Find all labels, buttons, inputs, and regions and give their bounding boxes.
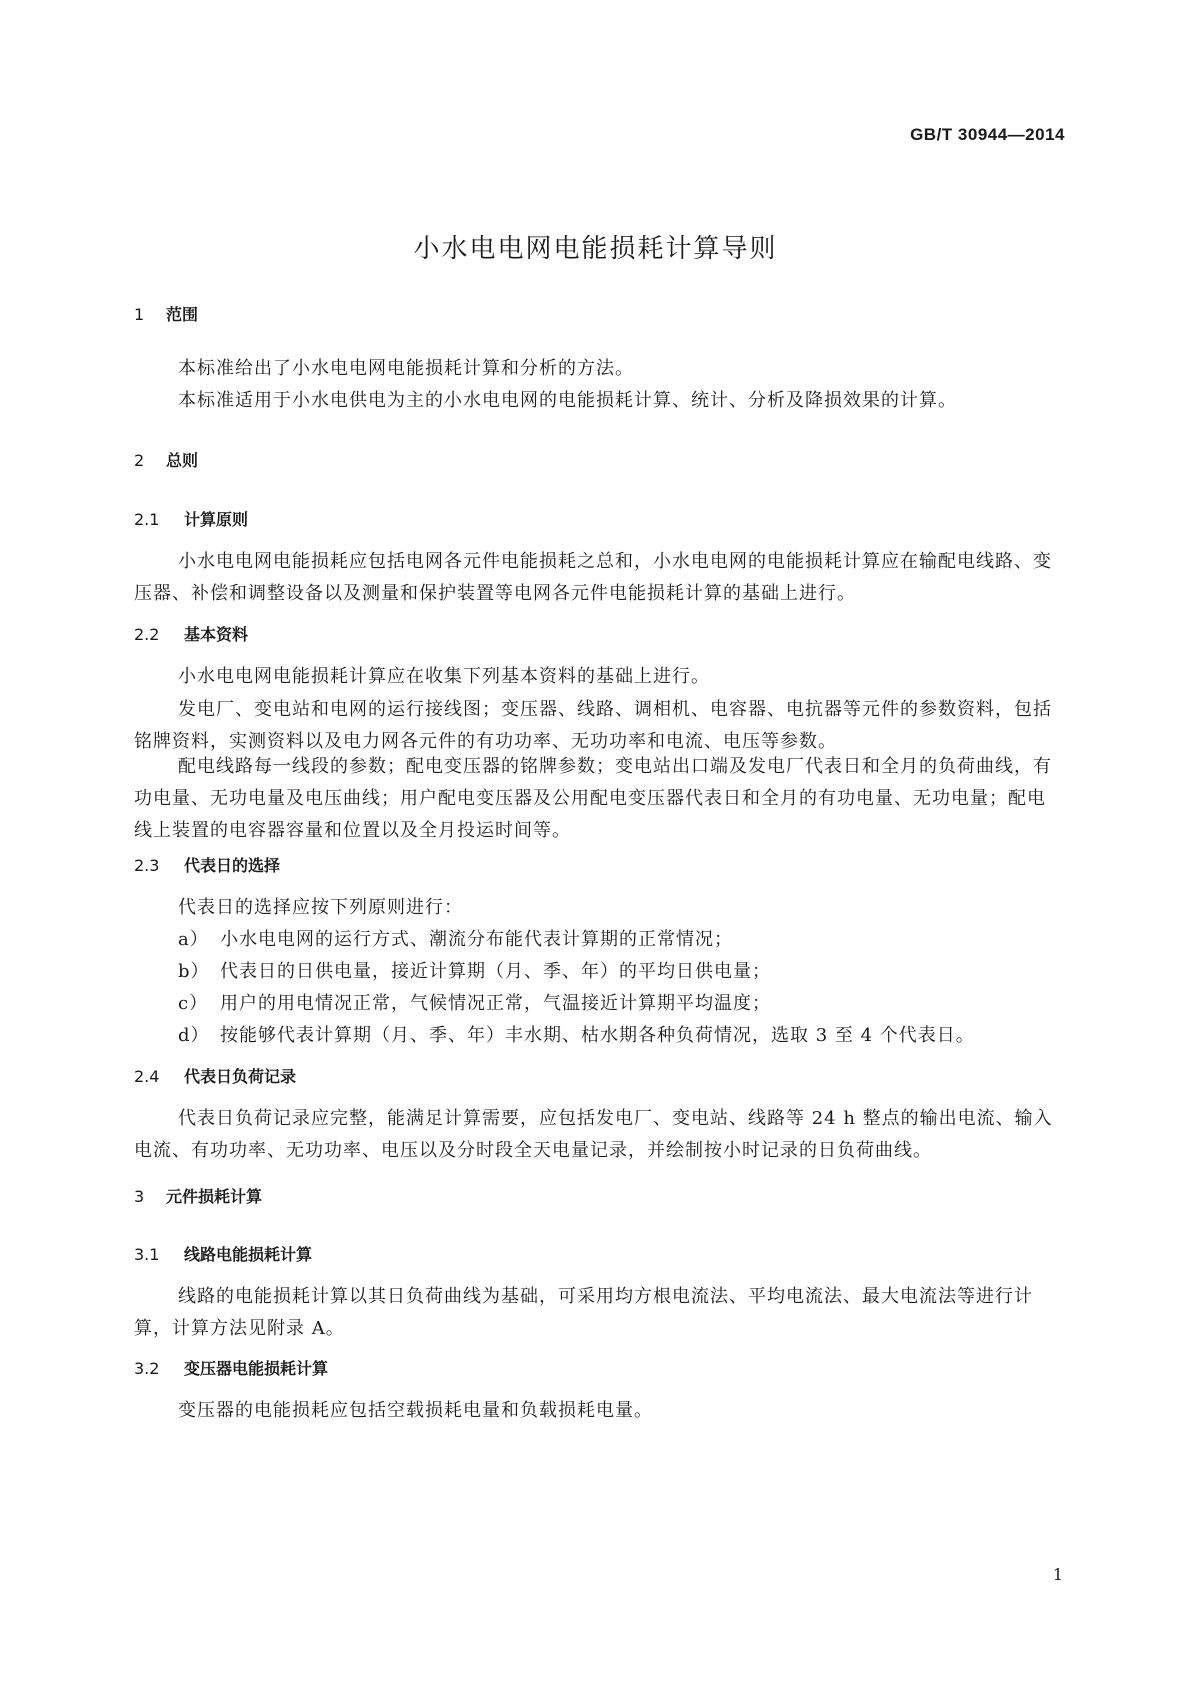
section-2-heading xyxy=(134,448,198,471)
list-text: 用户的用电情况正常，气候情况正常，气温接近计算期平均温度； xyxy=(220,993,771,1014)
section-2-3-heading xyxy=(134,853,280,876)
section-number: 1 xyxy=(134,305,145,324)
paragraph: 本标准给出了小水电电网电能损耗计算和分析的方法。 xyxy=(178,358,634,379)
section-title: 计算原则 xyxy=(184,510,249,529)
section-number: 2.1 xyxy=(134,510,160,529)
section-title: 元件损耗计算 xyxy=(166,1187,263,1206)
list-item xyxy=(178,924,1062,956)
page-number: 1 xyxy=(1052,1565,1063,1584)
section-3-1-heading xyxy=(134,1242,312,1265)
section-2-4-heading xyxy=(134,1064,296,1087)
section-title: 基本资料 xyxy=(184,625,249,644)
list-item xyxy=(178,956,1062,988)
paragraph: 配电线路每一线段的参数；配电变压器的铭牌参数；变电站出口端及发电厂代表日和全月的负荷曲线，有功电量、无功电量及电压曲线；用户配电变压器及公用配电变压器代表日和全月的有功电量、无功电量；配电线上装置的电容器容量和位置以及全月投运时间等。 xyxy=(134,756,1052,841)
section-number: 3 xyxy=(134,1187,145,1206)
paragraph: 本标准适用于小水电供电为主的小水电电网的电能损耗计算、统计、分析及降损效果的计算。 xyxy=(178,390,957,411)
document-title: 小水电电网电能损耗计算导则 xyxy=(413,234,778,264)
section-title: 变压器电能损耗计算 xyxy=(184,1359,329,1378)
paragraph: 发电厂、变电站和电网的运行接线图；变压器、线路、调相机、电容器、电抗器等元件的参数资料，包括铭牌资料，实测资料以及电力网各元件的有功功率、无功功率和电流、电压等参数。 xyxy=(134,699,1052,752)
section-title: 线路电能损耗计算 xyxy=(184,1245,313,1264)
paragraph: 代表日负荷记录应完整，能满足计算需要，应包括发电厂、变电站、线路等 24 h 整点的输出电流、输入电流、有功功率、无功功率、电压以及分时段全天电量记录，并绘制按小时记录的日负荷曲线。 xyxy=(134,1108,1053,1161)
list-item xyxy=(178,988,1062,1020)
list-text: 按能够代表计算期（月、季、年）丰水期、枯水期各种负荷情况，选取 3 至 4 个代表日。 xyxy=(220,1025,975,1046)
list-marker: c） xyxy=(178,993,209,1014)
paragraph: 线路的电能损耗计算以其日负荷曲线为基础，可采用均方根电流法、平均电流法、最大电流法等进行计算，计算方法见附录 A。 xyxy=(134,1286,1033,1339)
section-number: 2.3 xyxy=(134,856,160,875)
section-title: 范围 xyxy=(166,305,199,324)
standard-code: GB/T 30944—2014 xyxy=(910,125,1065,144)
paragraph: 变压器的电能损耗应包括空载损耗电量和负载损耗电量。 xyxy=(178,1400,653,1421)
list-text: 小水电电网的运行方式、潮流分布能代表计算期的正常情况； xyxy=(220,929,733,950)
paragraph: 小水电电网电能损耗计算应在收集下列基本资料的基础上进行。 xyxy=(178,666,710,687)
section-number: 2 xyxy=(134,451,145,470)
section-3-heading xyxy=(134,1184,262,1207)
section-2-1-heading xyxy=(134,507,248,530)
list-marker: b） xyxy=(178,961,210,982)
section-1-heading xyxy=(134,302,198,325)
section-number: 3.2 xyxy=(134,1359,160,1378)
list-marker: a） xyxy=(178,929,209,950)
section-title: 代表日的选择 xyxy=(184,856,281,875)
section-3-2-heading xyxy=(134,1356,328,1379)
section-title: 代表日负荷记录 xyxy=(184,1067,297,1086)
list-text: 代表日的日供电量，接近计算期（月、季、年）的平均日供电量； xyxy=(220,961,771,982)
section-2-2-heading xyxy=(134,622,248,645)
paragraph: 代表日的选择应按下列原则进行： xyxy=(178,897,463,918)
paragraph: 小水电电网电能损耗应包括电网各元件电能损耗之总和，小水电电网的电能损耗计算应在输配电线路、变压器、补偿和调整设备以及测量和保护装置等电网各元件电能损耗计算的基础上进行。 xyxy=(134,551,1052,604)
list-marker: d） xyxy=(178,1025,210,1046)
section-number: 2.2 xyxy=(134,625,160,644)
section-title: 总则 xyxy=(166,451,199,470)
section-number: 2.4 xyxy=(134,1067,160,1086)
section-number: 3.1 xyxy=(134,1245,160,1264)
list-item xyxy=(178,1020,1062,1052)
